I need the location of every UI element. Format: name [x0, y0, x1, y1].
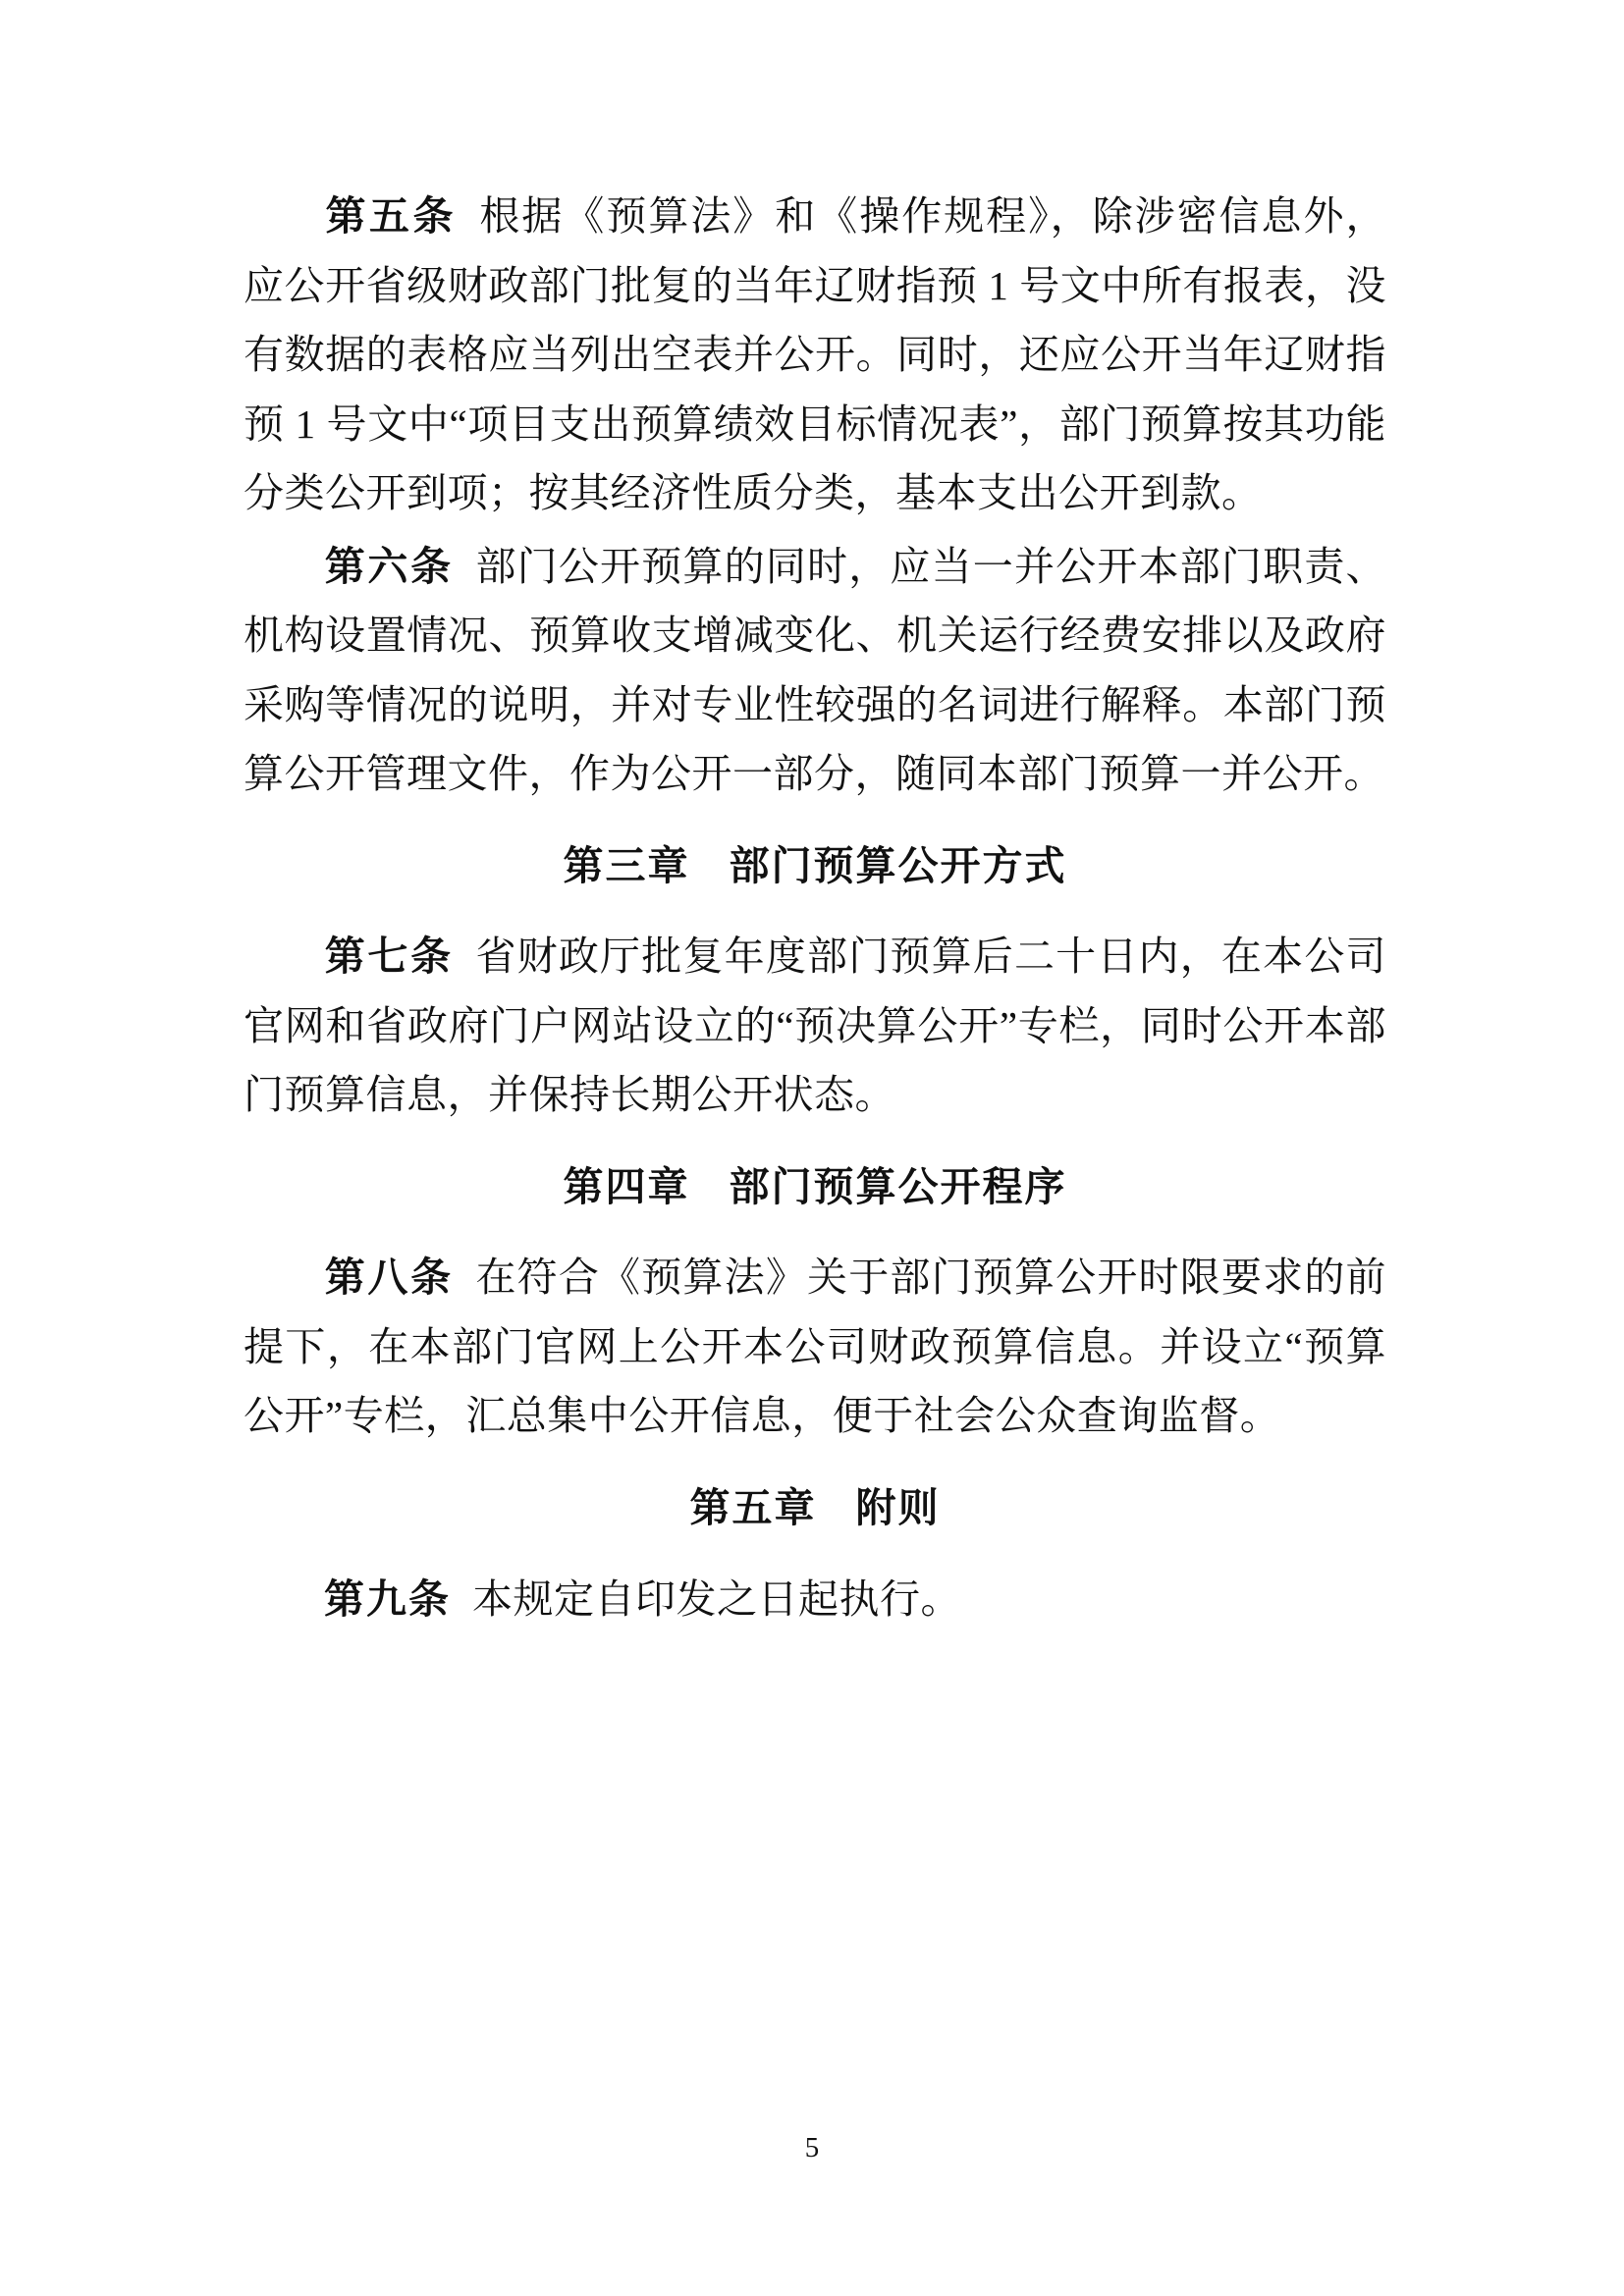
article-paragraph [244, 532, 1386, 809]
article-text: 本规定自印发之日起执行。 [472, 1575, 961, 1622]
article-label: 第九条 [324, 1575, 451, 1622]
article-label: 第六条 [324, 543, 454, 589]
chapter-heading [244, 1476, 1386, 1541]
article-label: 第八条 [324, 1255, 454, 1301]
chapter-label: 第四章 [563, 1163, 690, 1209]
article-paragraph [244, 182, 1386, 528]
chapter-title: 附则 [855, 1484, 941, 1530]
page-number: 5 [804, 2132, 820, 2163]
article-paragraph [244, 1565, 1386, 1634]
chapter-title: 部门预算公开程序 [729, 1163, 1067, 1209]
article-label: 第五条 [324, 193, 457, 239]
chapter-label: 第三章 [563, 842, 690, 888]
chapter-label: 第五章 [689, 1484, 817, 1530]
article-text: 根据《预算法》和《操作规程》，除涉密信息外，应公开省级财政部门批复的当年辽财指预 1 号文中所有报表，没有数据的表格应当列出空表并公开。同时，还应公开当年辽财指预 1 号文中“项目支出预算绩效目标情况表”，部门预算按其功能分类公开到项；按其经济性质分类，基本支出公开到款。 [244, 193, 1387, 516]
chapter-heading [244, 834, 1386, 899]
document-body [244, 182, 1386, 1637]
article-text: 省财政厅批复年度部门预算后二十日内，在本公司官网和省政府门户网站设立的“预决算公开”专栏，同时公开本部门预算信息，并保持长期公开状态。 [244, 934, 1387, 1118]
chapter-heading [244, 1155, 1386, 1220]
article-text: 在符合《预算法》关于部门预算公开时限要求的前提下，在本部门官网上公开本公司财政预算信息。并设立“预算公开”专栏，汇总集中公开信息，便于社会公众查询监督。 [244, 1255, 1387, 1439]
article-label: 第七条 [324, 934, 454, 980]
article-paragraph [244, 1243, 1386, 1451]
article-text: 部门公开预算的同时，应当一并公开本部门职责、机构设置情况、预算收支增减变化、机关运行经费安排以及政府采购等情况的说明，并对专业性较强的名词进行解释。本部门预算公开管理文件，作为公开一部分，随同本部门预算一并公开。 [244, 543, 1387, 797]
chapter-title: 部门预算公开方式 [729, 842, 1067, 888]
article-paragraph [244, 922, 1386, 1130]
